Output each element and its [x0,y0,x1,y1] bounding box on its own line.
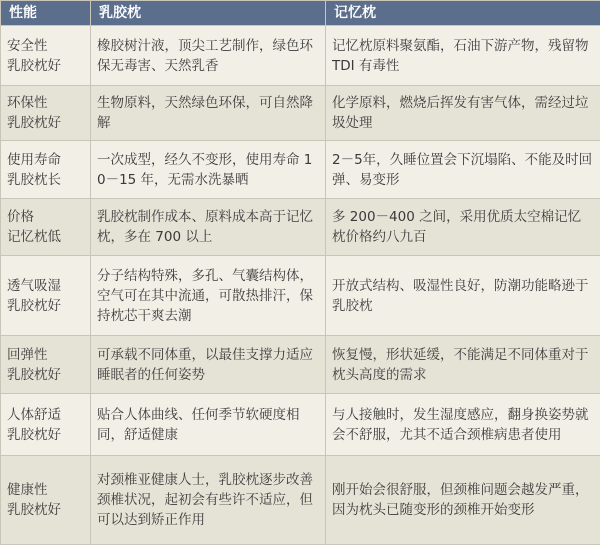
table-row [1,86,600,141]
latex-cell: 生物原料，天然绿色环保，可自然降解 [91,86,326,141]
attribute-verdict: 乳胶枕好 [7,500,84,520]
attribute-verdict: 乳胶枕好 [7,113,84,133]
table-row [1,26,600,86]
attribute-cell [1,26,91,86]
attribute-name: 健康性 [7,480,84,500]
attribute-verdict: 乳胶枕好 [7,365,84,385]
table-row [1,336,600,394]
attribute-name: 人体舒适 [7,405,84,425]
attribute-name: 安全性 [7,36,84,56]
attribute-cell [1,141,91,199]
attribute-cell [1,256,91,336]
memory-cell: 2－5年，久睡位置会下沉塌陷、不能及时回弹、易变形 [326,141,600,199]
attribute-name: 环保性 [7,93,84,113]
header-attribute: 性能 [1,1,91,26]
attribute-verdict: 乳胶枕好 [7,56,84,76]
latex-cell: 对颈椎亚健康人士，乳胶枕逐步改善颈椎状况，起初会有些许不适应，但可以达到矫正作用 [91,456,326,545]
memory-cell: 开放式结构、吸湿性良好，防潮功能略逊于乳胶枕 [326,256,600,336]
table-row [1,141,600,199]
attribute-cell [1,199,91,256]
attribute-verdict: 乳胶枕长 [7,170,84,190]
memory-cell: 与人接触时，发生湿度感应，翻身换姿势就会不舒服，尤其不适合颈椎病患者使用 [326,394,600,456]
attribute-cell [1,336,91,394]
table-row [1,256,600,336]
attribute-name: 使用寿命 [7,150,84,170]
memory-cell: 刚开始会很舒服，但颈椎问题会越发严重，因为枕头已随变形的颈椎开始变形 [326,456,600,545]
latex-cell: 分子结构特殊，多孔、气囊结构体，空气可在其中流通，可散热排汗，保持枕芯干爽去潮 [91,256,326,336]
attribute-verdict: 记忆枕低 [7,227,84,247]
latex-cell: 一次成型，经久不变形，使用寿命 10－15 年，无需水洗暴晒 [91,141,326,199]
memory-cell: 多 200－400 之间，采用优质太空棉记忆枕价格约八九百 [326,199,600,256]
table-row [1,394,600,456]
attribute-verdict: 乳胶枕好 [7,296,84,316]
attribute-cell [1,456,91,545]
latex-cell: 橡胶树汁液，顶尖工艺制作，绿色环保无毒害、天然乳香 [91,26,326,86]
memory-cell: 化学原料，燃烧后挥发有害气体，需经过垃圾处理 [326,86,600,141]
latex-cell: 乳胶枕制作成本、原料成本高于记忆枕，多在 700 以上 [91,199,326,256]
attribute-cell [1,394,91,456]
attribute-name: 回弹性 [7,345,84,365]
attribute-name: 价格 [7,207,84,227]
attribute-name: 透气吸湿 [7,276,84,296]
memory-cell: 记忆枕原料聚氨酯，石油下游产物，残留物 TDI 有毒性 [326,26,600,86]
header-latex-pillow: 乳胶枕 [91,1,326,26]
latex-cell: 贴合人体曲线、任何季节软硬度相同，舒适健康 [91,394,326,456]
memory-cell: 恢复慢，形状延缓，不能满足不同体重对于枕头高度的需求 [326,336,600,394]
attribute-cell [1,86,91,141]
header-row [1,1,600,26]
attribute-verdict: 乳胶枕好 [7,425,84,445]
table-row [1,456,600,545]
table-row [1,199,600,256]
header-memory-pillow: 记忆枕 [326,1,600,26]
latex-cell: 可承载不同体重，以最佳支撑力适应睡眠者的任何姿势 [91,336,326,394]
